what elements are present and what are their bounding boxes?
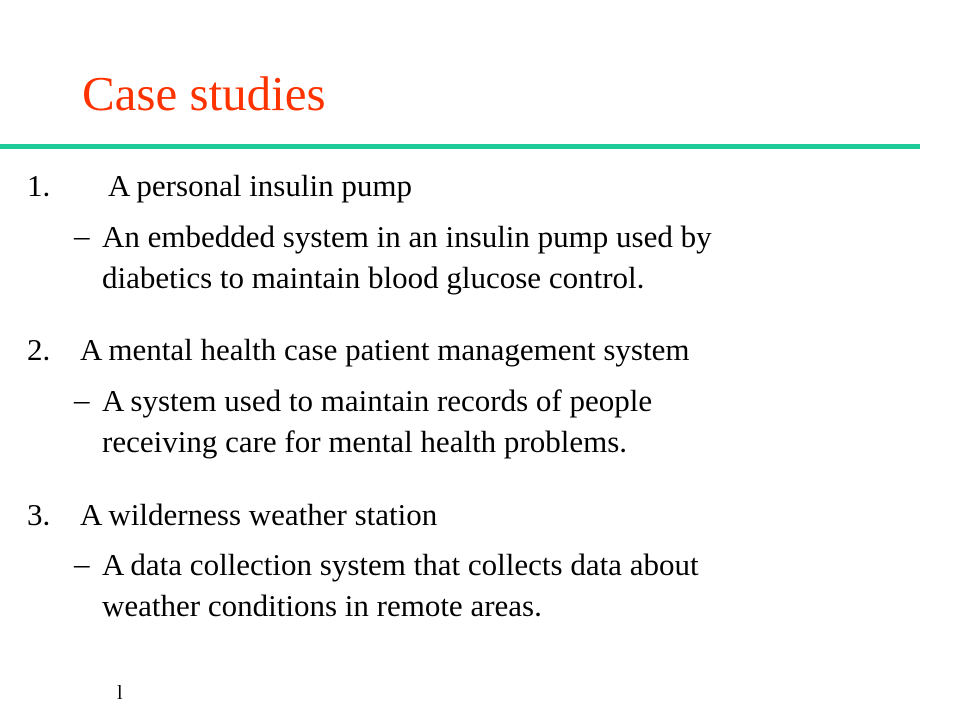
title-divider [0, 144, 920, 149]
item-detail-line-1: A system used to maintain records of people [102, 383, 653, 418]
item-number: 1. [27, 168, 51, 203]
footer-bullet-mark: l [117, 682, 123, 704]
item-number: 3. [27, 497, 51, 532]
item-detail-line-2: diabetics to maintain blood glucose control. [102, 260, 645, 295]
dash-bullet: – [74, 218, 90, 253]
item-detail-line-1: An embedded system in an insulin pump used by [102, 219, 712, 254]
dash-bullet: – [74, 382, 90, 417]
item-number: 2. [27, 332, 51, 367]
item-detail-line-2: weather conditions in remote areas. [102, 588, 542, 623]
item-heading: A wilderness weather station [80, 497, 438, 532]
item-detail-line-2: receiving care for mental health problems. [102, 424, 628, 459]
item-heading: A personal insulin pump [108, 168, 412, 203]
item-detail-line-1: A data collection system that collects data about [102, 547, 699, 582]
item-heading: A mental health case patient management system [80, 332, 690, 367]
dash-bullet: – [74, 546, 90, 581]
slide-title: Case studies [82, 66, 326, 121]
